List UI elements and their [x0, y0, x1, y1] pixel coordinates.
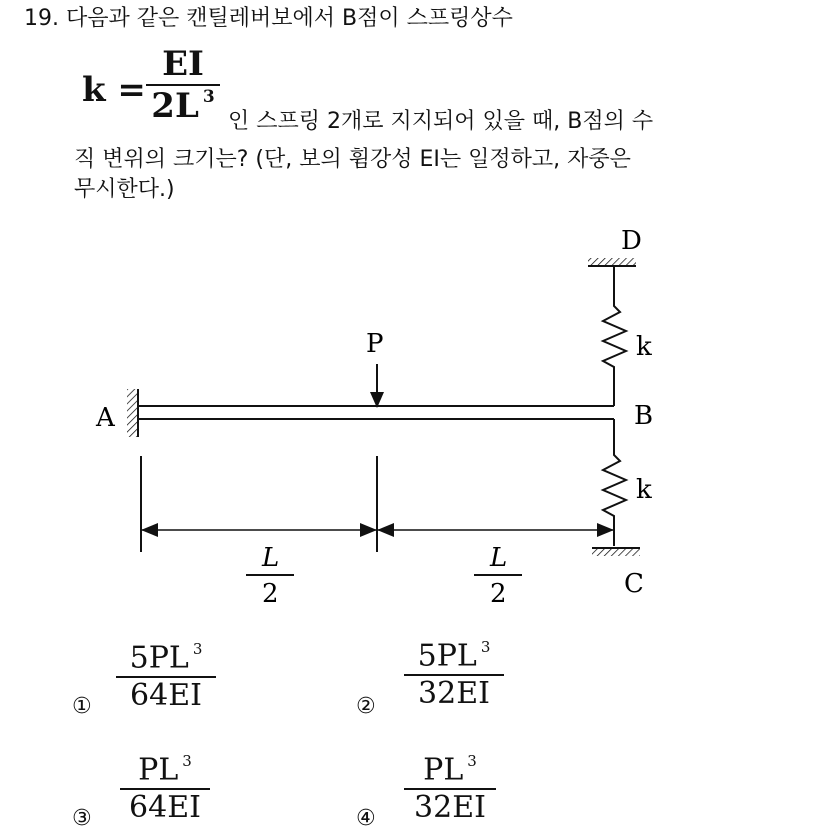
label-b: B — [634, 401, 654, 431]
label-a: A — [96, 403, 115, 433]
option-mark: ① — [72, 694, 92, 719]
option-mark: ④ — [356, 806, 376, 831]
option-fraction: PL $^3$ 64EI — [120, 752, 210, 825]
spring-top — [603, 266, 626, 406]
k-equals: k = — [82, 70, 146, 110]
k-denominator: 2L $^3$ — [151, 86, 215, 126]
question-number: 19. — [24, 6, 59, 31]
option-fraction: PL $^3$ 32EI — [404, 752, 496, 825]
option-fraction: 5PL $^3$ 64EI — [116, 640, 216, 713]
k-numerator: EI — [162, 44, 204, 84]
spring-bottom-label: k — [636, 475, 652, 505]
option-fraction: 5PL $^3$ 32EI — [404, 638, 504, 711]
dim-left-den: 2 — [262, 579, 279, 609]
support-c — [592, 548, 640, 556]
question-text-4: 무시한다.) — [74, 177, 175, 202]
dimension-lines — [141, 456, 614, 552]
option-mark: ③ — [72, 806, 92, 831]
spring-top-label: k — [636, 332, 652, 362]
question-text-2: 인 스프링 2개로 지지되어 있을 때, B점의 수 — [228, 109, 654, 134]
dim-left-num: L — [262, 543, 280, 573]
dim-right-num: L — [490, 543, 508, 573]
label-d: D — [621, 226, 642, 256]
beam — [138, 406, 614, 419]
label-p: P — [366, 329, 384, 359]
load-arrow — [370, 364, 384, 408]
fixed-support-a — [127, 389, 138, 437]
support-d — [588, 258, 636, 266]
question-text-3: 직 변위의 크기는? (단, 보의 휨강성 EI는 일정하고, 자중은 — [74, 147, 631, 172]
label-c: C — [624, 569, 644, 599]
option-mark: ② — [356, 694, 376, 719]
question-text-1: 다음과 같은 캔틸레버보에서 B점이 스프링상수 — [66, 6, 513, 31]
dim-right-den: 2 — [490, 579, 507, 609]
